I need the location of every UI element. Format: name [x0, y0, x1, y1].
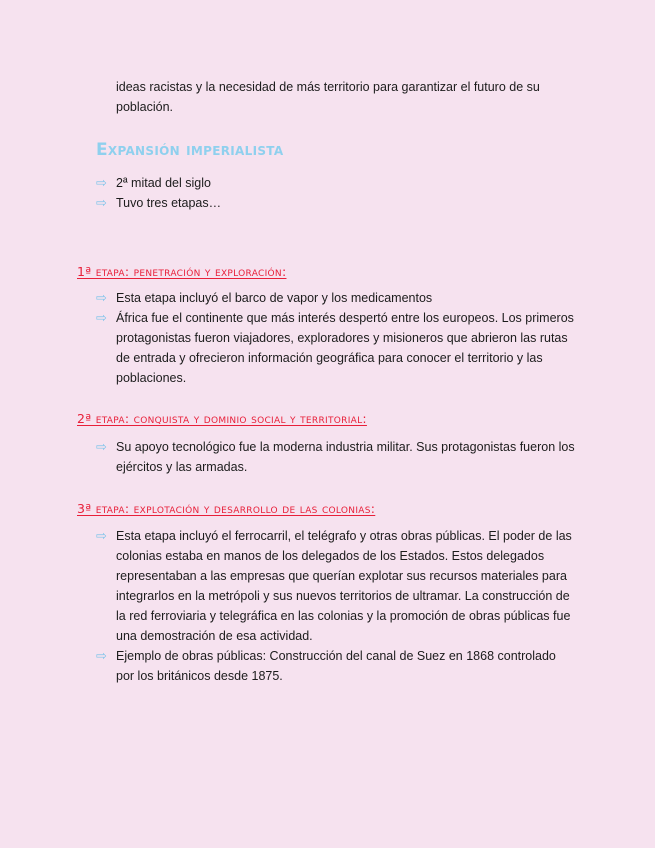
right-arrow-icon: ⇨	[96, 439, 107, 454]
etapa1-list	[96, 288, 576, 388]
etapa2-heading: 2ª etapa: conquista y dominio social y territorial:	[77, 411, 367, 426]
expansion-heading: Expansión imperialista	[96, 140, 284, 160]
right-arrow-icon: ⇨	[96, 648, 107, 663]
right-arrow-icon: ⇨	[96, 310, 107, 325]
etapa3-list	[96, 526, 576, 686]
right-arrow-icon: ⇨	[96, 195, 107, 210]
expansion-list	[96, 173, 576, 213]
list-item: ⇨ Su apoyo tecnológico fue la moderna industria militar. Sus protagonistas fueron los ejércitos y las armadas.	[96, 439, 575, 474]
right-arrow-icon: ⇨	[96, 528, 107, 543]
right-arrow-icon: ⇨	[96, 175, 107, 190]
right-arrow-icon: ⇨	[96, 290, 107, 305]
list-item: ⇨ Esta etapa incluyó el barco de vapor y los medicamentos	[96, 288, 576, 308]
list-item: ⇨ 2ª mitad del siglo	[96, 173, 576, 193]
list-item: ⇨ Tuvo tres etapas…	[96, 193, 576, 213]
etapa3-heading: 3ª etapa: explotación y desarrollo de las colonias:	[77, 501, 376, 516]
list-item: ⇨ Esta etapa incluyó el ferrocarril, el telégrafo y otras obras públicas. El poder de las colonias estaba en manos de los delegados de los Estados. Estos delegados representaban a las empresas que querían explotar sus recursos materiales para integrarlos en la metrópoli y sus nuevos territorios de ultramar. La construcción de la red ferroviaria y telegráfica en las colonias y la promoción de obras públicas fue una demostración de esa actividad.	[96, 528, 572, 643]
list-item: ⇨ Ejemplo de obras públicas: Construcción del canal de Suez en 1868 controlado por los británicos desde 1875.	[96, 648, 556, 683]
etapa2-list	[96, 437, 576, 477]
etapa1-heading: 1ª etapa: penetración y exploración:	[77, 264, 287, 279]
list-item: ⇨ África fue el continente que más interés despertó entre los europeos. Los primeros protagonistas fueron viajadores, exploradores y misioneros que abrieron las rutas de entrada y ofrecieron información geográfica para conocer el territorio y las poblaciones.	[96, 310, 574, 385]
intro-paragraph: ideas racistas y la necesidad de más territorio para garantizar el futuro de su población.	[116, 80, 540, 114]
